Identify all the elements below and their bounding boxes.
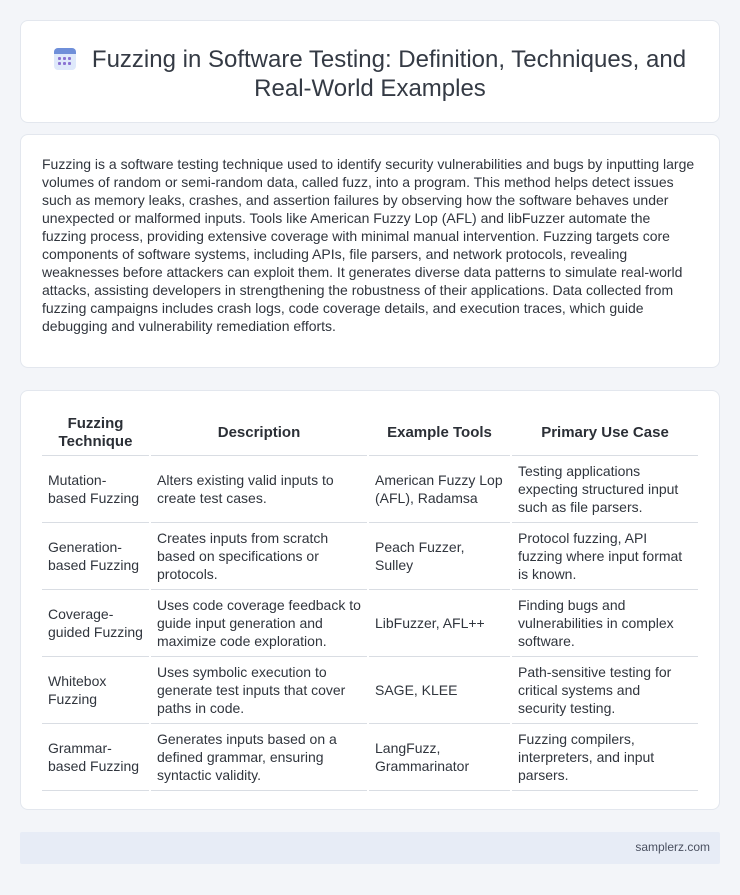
intro-paragraph: Fuzzing is a software testing technique used to identify security vulnerabilities and bugs by inputting large volumes of random or semi-random data, called fuzz, into a program. This method helps detect issues such as memory leaks, crashes, and assertion failures by observing how the software behaves under unexpected or malformed inputs. Tools like American Fuzzy Lop (AFL) and libFuzzer automate the fuzzing process, providing extensive coverage with minimal manual intervention. Fuzzing targets core components of software systems, including APIs, file parsers, and network protocols, revealing weaknesses before attackers can exploit them. It generates diverse data patterns to simulate real-world attacks, assisting developers in strengthening the robustness of their applications. Data collected from fuzzing campaigns includes crash logs, code coverage details, and execution traces, which guide debugging and vulnerability remediation efforts. bbox=[42, 156, 695, 334]
table-row bbox=[42, 724, 698, 791]
cell-description: Generates inputs based on a defined grammar, ensuring syntactic validity. bbox=[150, 724, 368, 791]
title-line-1: Fuzzing in Software Testing: Definition, Techniques, and bbox=[91, 46, 687, 73]
header-tools: Example Tools bbox=[368, 413, 511, 456]
table-row bbox=[42, 523, 698, 590]
cell-tools: LangFuzz, Grammarinator bbox=[368, 724, 511, 791]
header-description: Description bbox=[150, 413, 368, 456]
header-use-case: Primary Use Case bbox=[511, 413, 698, 456]
table-row bbox=[42, 456, 698, 523]
cell-use-case: Testing applications expecting structured input such as file parsers. bbox=[511, 456, 698, 523]
cell-use-case: Protocol fuzzing, API fuzzing where input format is known. bbox=[511, 523, 698, 590]
intro-card bbox=[20, 134, 720, 368]
cell-tools: SAGE, KLEE bbox=[368, 657, 511, 724]
footer bbox=[20, 832, 720, 864]
cell-technique: Mutation-based Fuzzing bbox=[42, 456, 150, 523]
cell-description: Alters existing valid inputs to create test cases. bbox=[150, 456, 368, 523]
header-technique: Fuzzing Technique bbox=[42, 413, 150, 456]
cell-technique: Generation-based Fuzzing bbox=[42, 523, 150, 590]
cell-use-case: Finding bugs and vulnerabilities in complex software. bbox=[511, 590, 698, 657]
table-header-row bbox=[42, 413, 698, 456]
cell-tools: American Fuzzy Lop (AFL), Radamsa bbox=[368, 456, 511, 523]
table-row bbox=[42, 657, 698, 724]
cell-description: Uses symbolic execution to generate test inputs that cover paths in code. bbox=[150, 657, 368, 724]
cell-technique: Coverage-guided Fuzzing bbox=[42, 590, 150, 657]
table-row bbox=[42, 590, 698, 657]
cell-technique: Grammar-based Fuzzing bbox=[42, 724, 150, 791]
cell-tools: Peach Fuzzer, Sulley bbox=[368, 523, 511, 590]
table-card bbox=[20, 390, 720, 810]
title-card bbox=[20, 20, 720, 123]
calendar-icon bbox=[54, 48, 76, 70]
page-title bbox=[21, 45, 719, 103]
cell-description: Uses code coverage feedback to guide input generation and maximize code exploration. bbox=[150, 590, 368, 657]
fuzzing-table bbox=[42, 413, 698, 791]
footer-site-link[interactable]: samplerz.com bbox=[635, 840, 710, 854]
cell-technique: Whitebox Fuzzing bbox=[42, 657, 150, 724]
cell-use-case: Path-sensitive testing for critical systems and security testing. bbox=[511, 657, 698, 724]
cell-use-case: Fuzzing compilers, interpreters, and input parsers. bbox=[511, 724, 698, 791]
cell-description: Creates inputs from scratch based on specifications or protocols. bbox=[150, 523, 368, 590]
cell-tools: LibFuzzer, AFL++ bbox=[368, 590, 511, 657]
title-line-2: Real-World Examples bbox=[254, 75, 486, 102]
